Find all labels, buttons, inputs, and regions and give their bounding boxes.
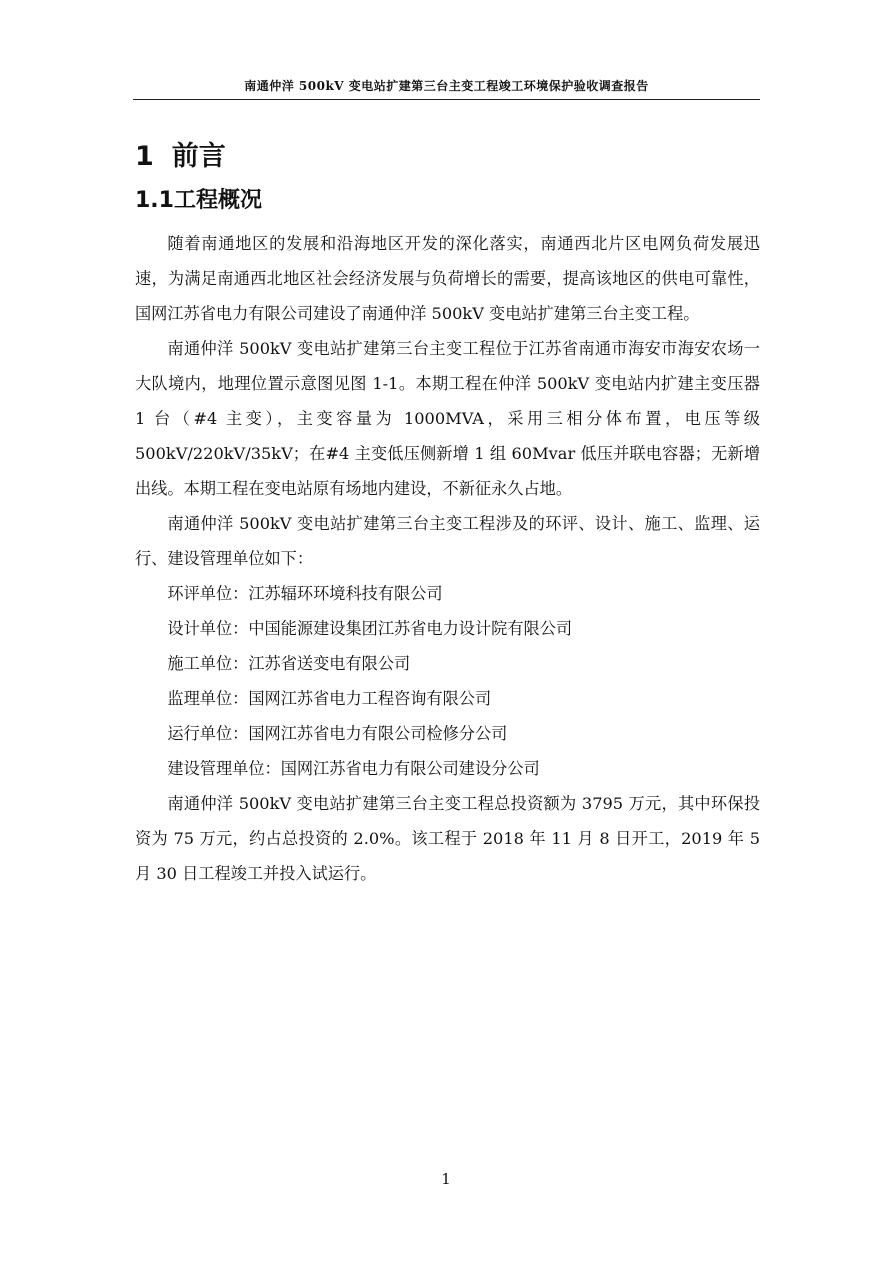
subsection-heading: 1.1工程概况: [135, 188, 262, 213]
page-number: 1: [441, 1170, 451, 1188]
running-header: 南通仲洋 500kV 变电站扩建第三台主变工程竣工环境保护验收调查报告: [244, 79, 649, 93]
unit-management: 建设管理单位：国网江苏省电力有限公司建设分公司: [167, 759, 540, 778]
section-heading: [135, 134, 226, 173]
header-divider: [133, 99, 760, 100]
paragraph-units-intro: 南通仲洋 500kV 变电站扩建第三台主变工程涉及的环评、设计、施工、监理、运行、建设管理单位如下：: [135, 514, 760, 568]
paragraph-background: 随着南通地区的发展和沿海地区开发的深化落实，南通西北片区电网负荷发展迅速，为满足南通西北地区社会经济发展与负荷增长的需要，提高该地区的供电可靠性，国网江苏省电力有限公司建设了南通仲洋 500kV 变电站扩建第三台主变工程。: [135, 234, 760, 323]
section-title: 前言: [171, 141, 226, 172]
unit-eia: 环评单位：江苏辐环环境科技有限公司: [167, 584, 443, 603]
paragraph-location: 南通仲洋 500kV 变电站扩建第三台主变工程位于江苏省南通市海安市海安农场一大队境内，地理位置示意图见图 1-1。本期工程在仲洋 500kV 变电站内扩建主变压器 1 台（#4 主变），主变容量为 1000MVA，采用三相分体布置，电压等级 500kV/220kV/35kV；在#4 主变低压侧新增 1 组 60Mvar 低压并联电容器；无新增出线。本期工程在变电站原有场地内建设，不新征永久占地。: [135, 339, 760, 498]
unit-construction: 施工单位：江苏省送变电有限公司: [167, 654, 411, 673]
unit-design: 设计单位：中国能源建设集团江苏省电力设计院有限公司: [167, 619, 573, 638]
section-number: 1: [135, 141, 154, 172]
unit-supervision: 监理单位：国网江苏省电力工程咨询有限公司: [167, 689, 492, 708]
unit-operation: 运行单位：国网江苏省电力有限公司检修分公司: [167, 724, 508, 743]
body-text: [135, 226, 760, 891]
paragraph-investment: 南通仲洋 500kV 变电站扩建第三台主变工程总投资额为 3795 万元，其中环保投资为 75 万元，约占总投资的 2.0%。该工程于 2018 年 11 月 8 日开工，2019 年 5 月 30 日工程竣工并投入试运行。: [135, 794, 760, 883]
